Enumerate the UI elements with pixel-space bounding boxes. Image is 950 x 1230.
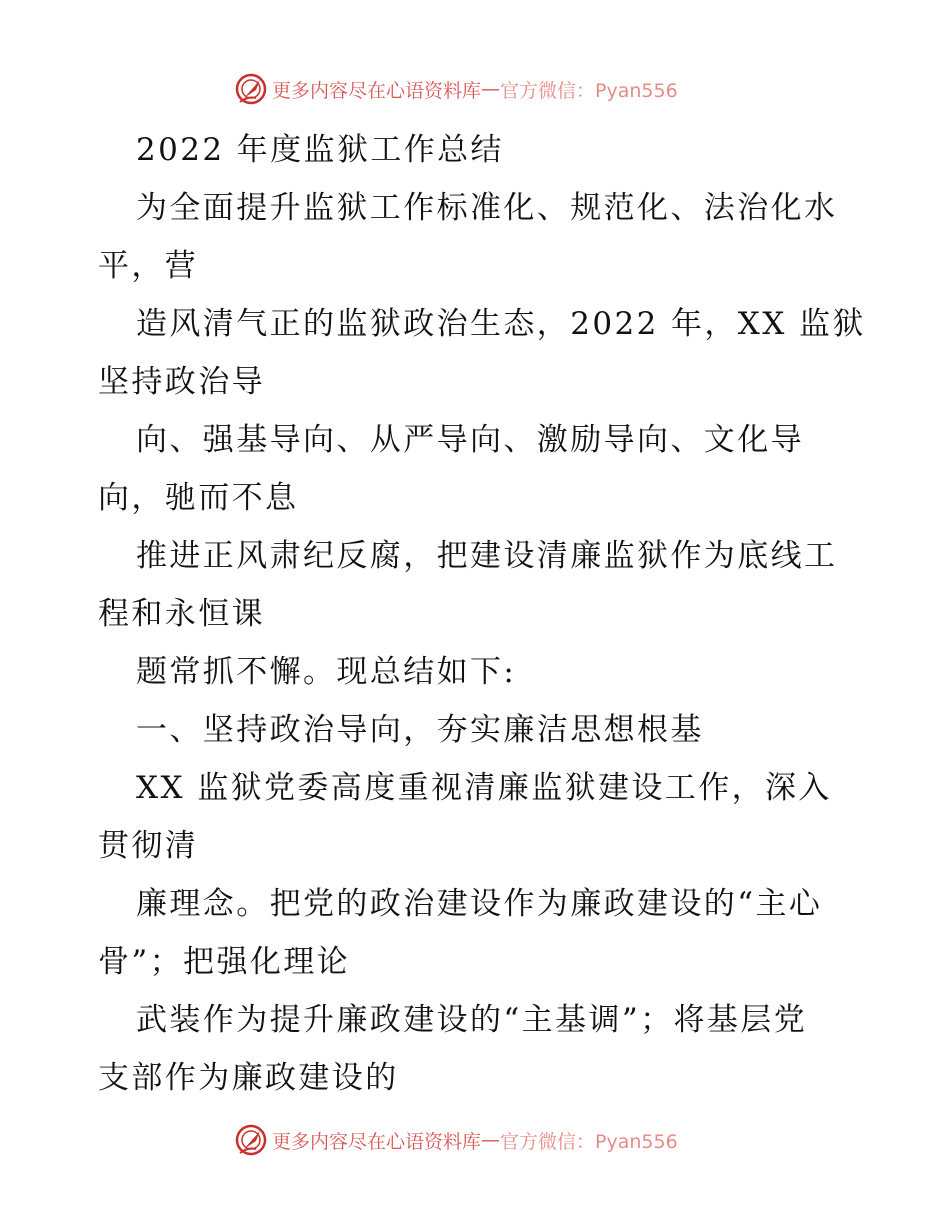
paragraph-line: 平，营 (98, 248, 199, 284)
paragraph-line: 推进正风肃纪反腐，把建设清廉监狱作为底线工 (136, 538, 838, 574)
header-watermark-banner (234, 71, 678, 107)
paragraph-line: 为全面提升监狱工作标准化、规范化、法治化水 (136, 190, 838, 226)
footer-banner-main-text: 更多内容尽在心语资料库 (272, 1130, 482, 1153)
quill-logo-icon (234, 1123, 268, 1157)
paragraph-line: 程和永恒课 (98, 596, 265, 632)
header-banner-dash: — (481, 78, 501, 100)
paragraph-line: 向、强基导向、从严导向、激励导向、文化导 (136, 422, 804, 458)
paragraph-line: 贯彻清 (98, 828, 199, 864)
paragraph-line: 武装作为提升廉政建设的“主基调”；将基层党 (136, 1002, 808, 1038)
header-banner-wechat-text: 官方微信：Pyan556 (500, 79, 678, 102)
paragraph-line: 造风清气正的监狱政治生态，2022 年，XX 监狱 (136, 306, 866, 342)
paragraph-line: 廉理念。把党的政治建设作为廉政建设的“主心 (136, 886, 823, 922)
paragraph-line: 坚持政治导 (98, 364, 265, 400)
footer-banner-dash: — (481, 1129, 501, 1151)
document-body (98, 121, 866, 1107)
paragraph-line: 支部作为廉政建设的 (98, 1060, 399, 1096)
paragraph-line: 向，驰而不息 (98, 480, 299, 516)
quill-logo-icon (234, 72, 268, 106)
paragraph-line: 题常抓不懈。现总结如下: (136, 654, 517, 690)
footer-banner-wechat-text: 官方微信：Pyan556 (500, 1130, 678, 1153)
document-title: 2022 年度监狱工作总结 (136, 132, 504, 168)
section-heading: 一、坚持政治导向，夯实廉洁思想根基 (136, 712, 704, 748)
footer-watermark-banner (234, 1122, 678, 1158)
paragraph-line: 骨”；把强化理论 (98, 944, 351, 980)
paragraph-line: XX 监狱党委高度重视清廉监狱建设工作，深入 (136, 770, 832, 806)
header-banner-main-text: 更多内容尽在心语资料库 (272, 79, 482, 102)
